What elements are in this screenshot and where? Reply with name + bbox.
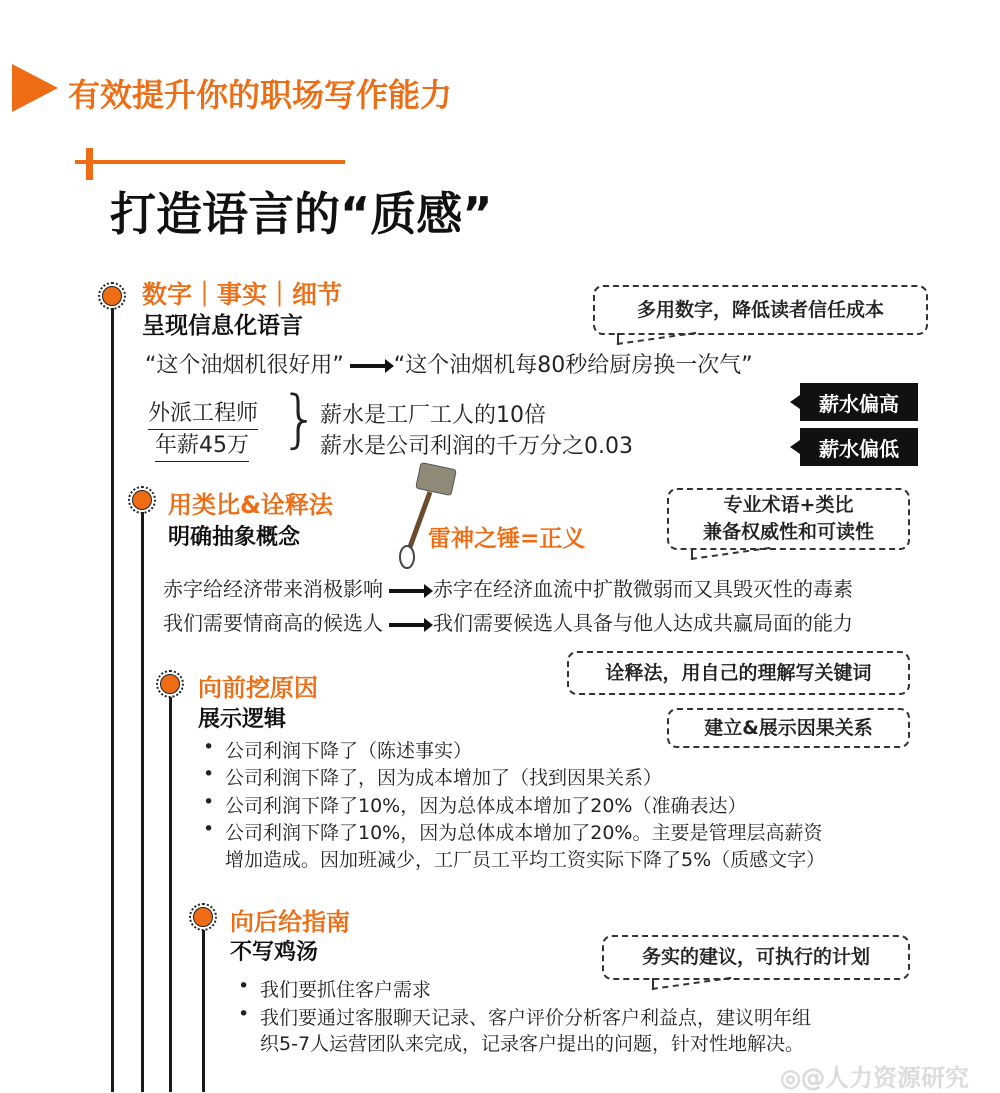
example-row [163, 607, 853, 636]
list-item: • 我们要通过客服聊天记录、客户评价分析客户利益点，建议明年组 [260, 1003, 811, 1030]
example-before: 我们需要情商高的候选人 [163, 611, 383, 635]
callout-bubble [667, 708, 910, 748]
section-subheading: 不写鸡汤 [230, 940, 319, 965]
callout-text: 兼备权威性和可读性 [702, 521, 874, 543]
section-heading: 向前挖原因 [198, 674, 318, 702]
tag-label: 薪水偏高 [819, 391, 899, 416]
title-rule-tick [86, 148, 93, 180]
brace-icon: } [280, 382, 320, 455]
list-item: • 公司利润下降了10%，因为总体成本增加了20%。主要是管理层高薪资 [225, 818, 822, 845]
example-before: 赤字给经济带来消极影响 [163, 577, 383, 601]
section-heading: 数字｜事实｜细节 [142, 280, 343, 309]
list-item-continued: 织5-7人运营团队来完成，记录客户提出的问题，针对性地解决。 [260, 1033, 805, 1055]
timeline-dot [189, 903, 217, 931]
hammer-icon [380, 462, 460, 572]
callout-text: 多用数字，降低读者信任成本 [636, 298, 884, 321]
page-title: 打造语言的“质感” [110, 187, 493, 241]
hammer-label: 雷神之锤=正义 [428, 526, 586, 552]
example-row [145, 348, 753, 379]
callout-bubble [593, 285, 928, 335]
play-triangle-icon [12, 64, 58, 112]
tag-salary-low [800, 428, 918, 466]
comparison-2: 薪水是公司利润的千万分之0.03 [320, 434, 633, 459]
example-before: “这个油烟机很好用” [145, 353, 344, 378]
callout-bubble [602, 935, 910, 980]
timeline-dot [98, 282, 126, 310]
weibo-icon: ◎ [780, 1064, 801, 1092]
arrow-icon [389, 589, 427, 593]
example-after: “这个油烟机每80秒给厨房换一次气” [393, 353, 753, 378]
timeline-line-4 [202, 930, 205, 1092]
timeline-dot [128, 486, 156, 514]
timeline-dot [156, 670, 184, 698]
banner-title: 有效提升你的职场写作能力 [68, 76, 453, 114]
callout-bubble [567, 651, 910, 695]
subject-line-1: 外派工程师 [148, 396, 258, 430]
example-after: 赤字在经济血流中扩散微弱而又具毁灭性的毒素 [433, 577, 853, 601]
comparison-1: 薪水是工厂工人的10倍 [320, 403, 546, 428]
tag-salary-high [800, 383, 918, 421]
subject-line-2: 年薪45万 [155, 428, 249, 462]
arrow-icon [350, 364, 388, 368]
section-subheading: 呈现信息化语言 [142, 313, 303, 339]
arrow-icon [389, 623, 427, 627]
callout-text: 建立&展示因果关系 [704, 716, 873, 739]
title-rule [75, 160, 345, 164]
section-subheading: 展示逻辑 [198, 707, 287, 732]
callout-text: 务实的建议，可执行的计划 [641, 946, 870, 969]
list-item: • 我们要抓住客户需求 [260, 975, 431, 1002]
watermark [780, 1058, 969, 1093]
list-item: • 公司利润下降了10%，因为总体成本增加了20%（准确表达） [225, 791, 746, 818]
list-item-continued: 增加造成。因加班减少，工厂员工平均工资实际下降了5%（质感文字） [225, 849, 826, 871]
list-item: • 公司利润下降了，因为成本增加了（找到因果关系） [225, 763, 662, 790]
example-after: 我们需要候选人具备与他人达成共赢局面的能力 [433, 611, 853, 635]
section-heading: 用类比&诠释法 [168, 491, 333, 519]
list-item: • 公司利润下降了（陈述事实） [225, 736, 472, 763]
section-subheading: 明确抽象概念 [168, 525, 301, 550]
tag-label: 薪水偏低 [819, 436, 899, 461]
section-heading: 向后给指南 [230, 908, 350, 936]
watermark-text: @人力资源研究 [800, 1064, 969, 1092]
timeline-line-3 [169, 697, 172, 1092]
timeline-line-1 [111, 308, 114, 1092]
timeline-line-2 [141, 512, 144, 1092]
callout-text: 诠释法，用自己的理解写关键词 [605, 661, 872, 684]
callout-bubble [667, 488, 910, 550]
callout-text: 专业术语+类比 [723, 494, 854, 517]
example-row [163, 573, 853, 602]
